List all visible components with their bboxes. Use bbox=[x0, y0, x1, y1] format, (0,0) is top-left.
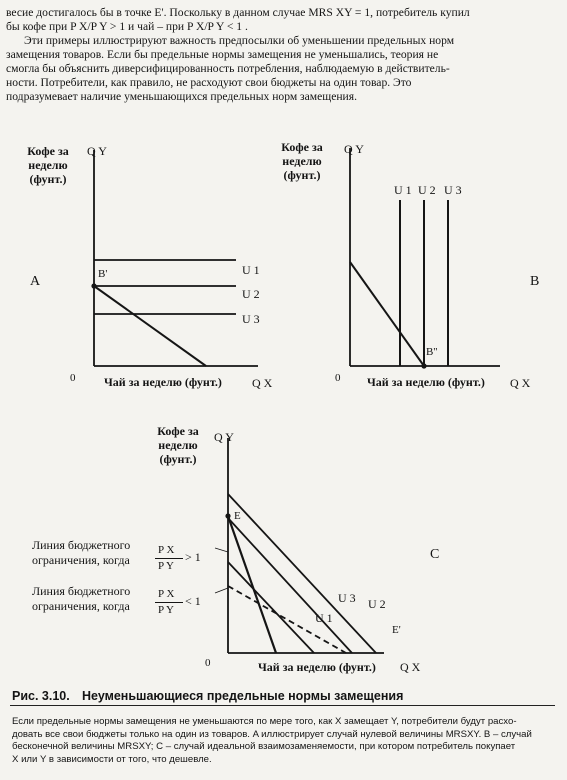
panel-c-x-axis-label: Q X bbox=[400, 660, 421, 674]
budget-label-1: Линия бюджетного ограничения, когда bbox=[32, 538, 131, 567]
panel-c-origin: 0 bbox=[205, 657, 211, 669]
panel-b-xlabel: Чай за неделю (фунт.) bbox=[367, 375, 485, 389]
panel-a-u2-label: U 2 bbox=[242, 287, 260, 301]
budget-ratio-2-num: P X bbox=[158, 588, 175, 600]
text-line: ности. Потребители, как правило, не расходуют свои бюджеты на один товар. Это bbox=[6, 76, 412, 89]
panel-c-u3-label: U 3 bbox=[338, 591, 356, 605]
text-line: смогла бы объяснить диверсифицированность потребления, наблюдаемую в действитель- bbox=[6, 62, 450, 75]
panel-c-u1-label: U 1 bbox=[315, 611, 333, 625]
text-line: подразумевает наличие уменьшающихся предельных норм замещения. bbox=[6, 90, 357, 103]
panel-b-letter: B bbox=[530, 274, 540, 289]
panel-b-u2-label: U 2 bbox=[418, 183, 436, 197]
budget-ratio-1-den: P Y bbox=[158, 560, 174, 572]
panel-b-u3-label: U 3 bbox=[444, 183, 462, 197]
budget-compare-1: > 1 bbox=[185, 550, 201, 564]
panel-c-point-e-label: E bbox=[234, 510, 241, 522]
note-line: X или Y в зависимости от того, что дешевле. bbox=[12, 753, 212, 765]
panel-c-xlabel: Чай за неделю (фунт.) bbox=[258, 660, 376, 674]
note-line: довать все свои бюджеты только на один из товаров. A иллюстрирует случай нулевой величины MRSXY. B – случай bbox=[12, 728, 532, 740]
panel-b-point-label: B'' bbox=[426, 346, 438, 358]
panel-a-u1-label: U 1 bbox=[242, 263, 260, 277]
panel-c-curve-u3 bbox=[228, 518, 352, 653]
panel-a-origin: 0 bbox=[70, 372, 76, 384]
panel-c-label-leader-2 bbox=[215, 588, 228, 593]
panel-b-y-axis-label: Q Y bbox=[344, 142, 364, 156]
panel-a-x-axis-label: Q X bbox=[252, 376, 273, 390]
figure-title: Неуменьшающиеся предельные нормы замещения bbox=[82, 689, 404, 703]
panel-a-point-label: B' bbox=[98, 268, 108, 280]
panel-a-y-axis-label: Q Y bbox=[87, 144, 107, 158]
budget-label-2: Линия бюджетного ограничения, когда bbox=[32, 584, 131, 613]
panel-c-ylabel: Кофе за неделю (фунт.) bbox=[157, 424, 199, 466]
budget-ratio-2-den: P Y bbox=[158, 604, 174, 616]
figure-number: Рис. 3.10. bbox=[12, 689, 70, 703]
panel-a-u3-label: U 3 bbox=[242, 312, 260, 326]
budget-ratio-2-bar bbox=[155, 602, 183, 603]
note-line: Если предельные нормы замещения не уменьшаются по мере того, как X замещает Y, потребители будут расхо- bbox=[12, 716, 517, 727]
budget-compare-2: < 1 bbox=[185, 594, 201, 608]
text-line: Эти примеры иллюстрируют важность предпосылки об уменьшении предельных норм bbox=[24, 34, 455, 47]
text-line: замещения товаров. Если бы предельные нормы замещения не уменьшались, теория не bbox=[6, 48, 439, 61]
panel-c-letter: C bbox=[430, 547, 440, 562]
text-line: весие достигалось бы в точке E'. Поскольку в данном случае MRS XY = 1, потребитель купил bbox=[6, 6, 470, 19]
figure-note bbox=[12, 716, 557, 766]
panel-c-y-axis-label: Q Y bbox=[214, 430, 234, 444]
panel-a-xlabel: Чай за неделю (фунт.) bbox=[104, 375, 222, 389]
panel-c-u2-label: U 2 bbox=[368, 597, 386, 611]
panel-c-label-leader-1 bbox=[215, 548, 228, 552]
caption-rule bbox=[10, 705, 555, 706]
panel-b-x-axis-label: Q X bbox=[510, 376, 531, 390]
panel-c-point-e bbox=[225, 513, 230, 518]
budget-ratio-1-bar bbox=[155, 558, 183, 559]
panel-a-letter: A bbox=[30, 274, 41, 289]
budget-ratio-1-num: P X bbox=[158, 544, 175, 556]
text-line: бы кофе при P X/P Y > 1 и чай – при P X/P Y < 1 . bbox=[6, 20, 248, 33]
note-line: бесконечной величины MRSXY; C – случай идеальной взаимозаменяемости, при котором потребитель покупает bbox=[12, 741, 516, 752]
panel-c-point-e2-label: E' bbox=[392, 624, 401, 636]
panel-b-ylabel: Кофе за неделю (фунт.) bbox=[281, 140, 323, 182]
panel-a-ylabel: Кофе за неделю (фунт.) bbox=[27, 144, 69, 186]
panel-b-u1-label: U 1 bbox=[394, 183, 412, 197]
panel-c-curve-u2 bbox=[228, 494, 376, 653]
panel-b-origin: 0 bbox=[335, 372, 341, 384]
